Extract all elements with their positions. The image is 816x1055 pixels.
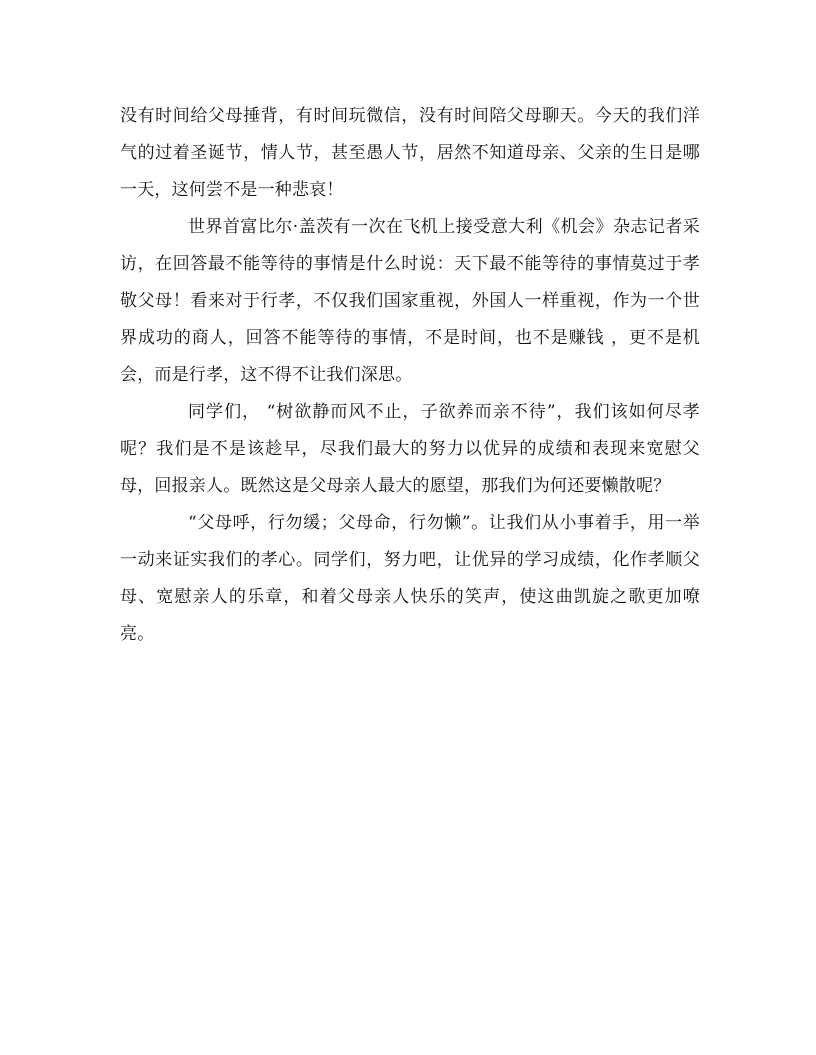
paragraph-4: “父母呼，行勿缓；父母命，行勿懒”。让我们从小事着手，用一举一动来证实我们的孝心。同学们，努力吧，让优异的学习成绩，化作孝顺父母、宽慰亲人的乐章，和着父母亲人快乐的笑声，使这曲凯旋之歌更加嘹亮。 (120, 513, 700, 644)
paragraph-3: 同学们， “树欲静而风不止，子欲养而亲不待”，我们该如何尽孝呢？我们是不是该趁早，尽我们最大的努力以优异的成绩和表现来宽慰父母，回报亲人。既然这是父母亲人最大的愿望，那我们为何还要懒散呢？ (120, 402, 700, 496)
document-page (120, 98, 700, 653)
paragraph-2: 世界首富比尔·盖茨有一次在飞机上接受意大利《机会》杂志记者采访，在回答最不能等待的事情是什么时说：天下最不能等待的事情莫过于孝敬父母！看来对于行孝，不仅我们国家重视，外国人一样重视，作为一个世界成功的商人，回答不能等待的事情，不是时间，也不是赚钱 ，更不是机会，而是行孝，这不得不让我们深思。 (120, 217, 700, 385)
paragraph-1: 没有时间给父母捶背，有时间玩微信，没有时间陪父母聊天。今天的我们洋气的过着圣诞节，情人节，甚至愚人节，居然不知道母亲、父亲的生日是哪一天，这何尝不是一种悲哀！ (120, 106, 700, 200)
